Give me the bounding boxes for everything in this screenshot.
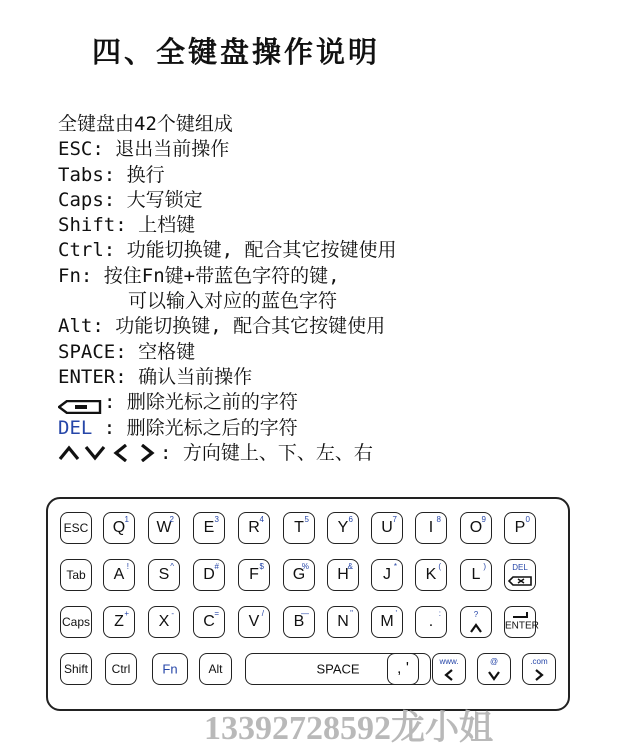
key-h [327, 559, 359, 591]
instruction-line: Shift: 上档键 [58, 214, 196, 237]
instruction-text: : 删除光标之后的字符 [92, 416, 298, 439]
key-secondary-label: $ [259, 562, 264, 571]
key-label: C [203, 613, 215, 630]
key-secondary-label: .com [530, 657, 548, 666]
instruction-line [58, 390, 397, 415]
key-secondary-label: - [171, 609, 174, 618]
instruction-line: ESC: 退出当前操作 [58, 138, 230, 161]
key-label: X [158, 613, 170, 630]
key-g [283, 559, 315, 591]
key-label: J [383, 566, 391, 583]
instruction-text: : 删除光标之前的字符 [104, 391, 298, 414]
key-ctrl [105, 653, 137, 685]
key-secondary-label: & [347, 562, 353, 571]
key-n [327, 606, 359, 638]
key-secondary-label: 2 [169, 515, 174, 524]
key-secondary-label: # [214, 562, 219, 571]
instruction-line: Ctrl: 功能切换键, 配合其它按键使用 [58, 239, 397, 262]
key-f [238, 559, 270, 591]
key-secondary-label: ) [483, 562, 486, 571]
key-label: G [292, 566, 306, 583]
key-label: . [428, 613, 434, 630]
key-secondary-label: www. [439, 657, 459, 666]
key-label: SPACE [316, 661, 360, 677]
key-secondary-label: 4 [259, 515, 264, 524]
key-p [504, 512, 536, 544]
key-c [193, 606, 225, 638]
key-label: B [293, 613, 305, 630]
key-secondary-label: ( [438, 562, 441, 571]
key-label: Shift [63, 662, 88, 676]
key-secondary-label: 7 [392, 515, 397, 524]
key-label: U [381, 519, 393, 536]
instruction-line: SPACE: 空格键 [58, 340, 196, 363]
key-u [371, 512, 403, 544]
key-q [103, 512, 135, 544]
key-label: A [113, 566, 125, 583]
key-label: S [158, 566, 170, 583]
key-label: Alt [208, 662, 223, 676]
key-secondary-label: " [350, 609, 353, 618]
key-secondary-label: ? [473, 610, 479, 619]
key-backspace-icon [504, 559, 536, 591]
key-label: Fn [162, 661, 178, 677]
key-label: R [248, 519, 260, 536]
key-label: W [156, 519, 172, 536]
key-label: N [337, 613, 349, 630]
key-label: D [203, 566, 215, 583]
key-label: K [425, 566, 437, 583]
left-arrow-icon [110, 444, 132, 462]
key-v [238, 606, 270, 638]
key-a [103, 559, 135, 591]
key-secondary-label: : [438, 609, 441, 618]
left-arrow-icon [442, 669, 456, 681]
key-secondary-label: + [124, 609, 129, 618]
instruction-line: Tabs: 换行 [58, 163, 165, 186]
instruction-text: : 方向键上、下、左、右 [160, 441, 373, 464]
key-enter [504, 606, 539, 638]
key-up-arrow-icon [460, 606, 492, 638]
up-arrow-icon [469, 622, 483, 634]
page-title: 四、全键盘操作说明 [92, 35, 381, 69]
key-secondary-label: = [214, 609, 219, 618]
key-secondary-label: / [261, 609, 264, 618]
key-fn [152, 653, 188, 685]
key-label: Z [114, 613, 124, 630]
instruction-line: ENTER: 确认当前操作 [58, 365, 253, 388]
key-label: Tab [66, 568, 86, 582]
key-label: E [203, 519, 215, 536]
del-label: DEL [58, 416, 93, 439]
key-x [148, 606, 180, 638]
key-left-arrow-icon [432, 653, 466, 685]
watermark: 13392728592龙小姐 [204, 710, 493, 747]
key-esc [60, 512, 92, 544]
keyboard-diagram [46, 497, 570, 711]
key-o [460, 512, 492, 544]
right-arrow-icon [532, 669, 546, 681]
key-r [238, 512, 270, 544]
key-label: F [249, 566, 259, 583]
key-label: L [471, 566, 481, 583]
key-symbol [415, 606, 447, 638]
key-l [460, 559, 492, 591]
instruction-line [58, 441, 397, 466]
key-z [103, 606, 135, 638]
key-label: T [294, 519, 304, 536]
right-arrow-icon [136, 444, 158, 462]
down-arrow-icon [487, 669, 501, 681]
key-alt [199, 653, 232, 685]
key-e [193, 512, 225, 544]
key-k [415, 559, 447, 591]
key-b [283, 606, 315, 638]
key-label: ESC [63, 521, 89, 535]
backspace-icon [508, 576, 532, 586]
key-label: ENTER [505, 620, 539, 632]
key-secondary-label: % [301, 562, 309, 571]
key-right-arrow-icon [522, 653, 556, 685]
key-secondary-label: 8 [436, 515, 441, 524]
instruction-line: Alt: 功能切换键, 配合其它按键使用 [58, 315, 386, 338]
key-symbol [387, 653, 419, 685]
backspace-icon [58, 396, 102, 410]
key-y [327, 512, 359, 544]
key-label: H [337, 566, 349, 583]
key-label: Q [112, 519, 126, 536]
up-arrow-icon [58, 444, 80, 462]
key-label: O [469, 519, 483, 536]
key-m [371, 606, 403, 638]
key-down-arrow-icon [477, 653, 511, 685]
key-secondary-label: @ [489, 657, 499, 666]
key-caps [60, 606, 92, 638]
key-s [148, 559, 180, 591]
key-label: M [380, 613, 394, 630]
enter-icon [511, 611, 529, 619]
key-j [371, 559, 403, 591]
key-secondary-label: 0 [525, 515, 530, 524]
instruction-list [58, 112, 397, 466]
key-secondary-label: ! [126, 562, 129, 571]
key-secondary-label: * [393, 562, 397, 571]
key-secondary-label: — [301, 609, 309, 618]
key-label: Y [337, 519, 349, 536]
instruction-line: Fn: 按住Fn键+带蓝色字符的键, [58, 264, 340, 287]
key-label: Ctrl [111, 662, 131, 676]
down-arrow-icon [84, 444, 106, 462]
instruction-line: Caps: 大写锁定 [58, 188, 203, 211]
key-secondary-label: 3 [214, 515, 219, 524]
instruction-line: 全键盘由42个键组成 [58, 113, 233, 135]
key-label: P [514, 519, 526, 536]
key-label: Caps [61, 615, 90, 629]
key-tab [60, 559, 92, 591]
key-secondary-label: 9 [481, 515, 486, 524]
key-d [193, 559, 225, 591]
key-secondary-label: DEL [512, 563, 528, 572]
key-label: I [428, 519, 434, 536]
key-label: , ' [397, 660, 409, 677]
key-shift [60, 653, 92, 685]
key-secondary-label: 1 [124, 515, 129, 524]
key-secondary-label: 5 [304, 515, 309, 524]
key-secondary-label: ^ [170, 562, 174, 571]
key-label: V [248, 613, 260, 630]
key-secondary-label: 6 [348, 515, 353, 524]
key-w [148, 512, 180, 544]
key-i [415, 512, 447, 544]
key-secondary-label: ' [395, 609, 397, 618]
key-t [283, 512, 315, 544]
instruction-line: 可以输入对应的蓝色字符 [128, 290, 338, 313]
instruction-line [58, 416, 397, 441]
